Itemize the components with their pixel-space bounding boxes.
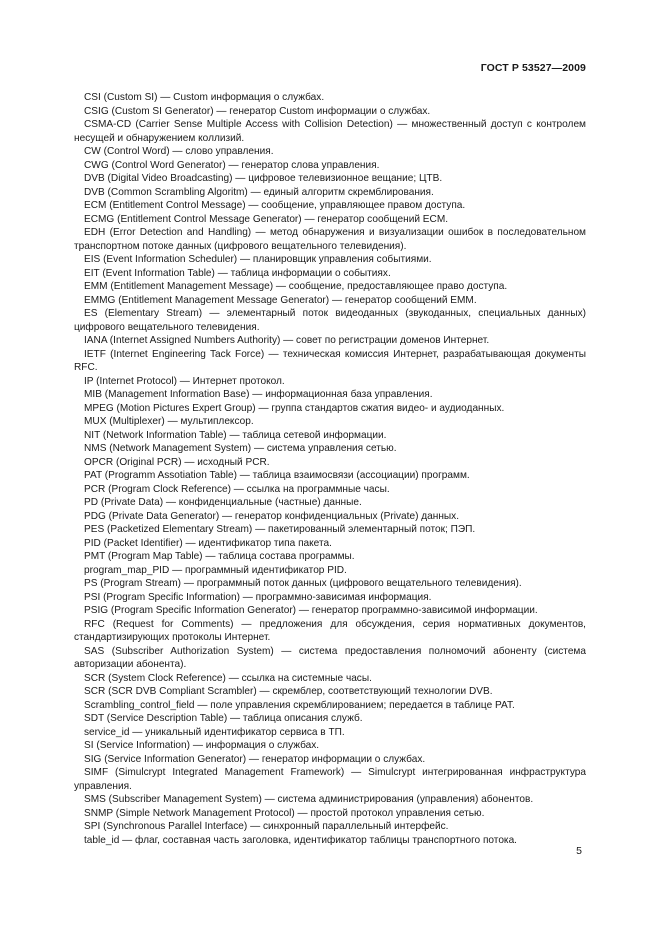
- abbreviation-entry: PMT (Program Map Table) — таблица состава программы.: [84, 551, 355, 562]
- abbreviation-entry: IANA (Internet Assigned Numbers Authority) — совет по регистрации доменов Интернет.: [84, 335, 490, 346]
- abbreviation-entry: EIT (Event Information Table) — таблица информации о событиях.: [84, 267, 391, 279]
- abbreviation-entry: PCR (Program Clock Reference) — ссылка на программные часы.: [84, 483, 390, 495]
- abbreviation-entry: NIT (Network Information Table) — таблица сетевой информации.: [84, 429, 387, 441]
- abbreviation-entry: ES (Elementary Stream) — элементарный поток видеоданных (звукоданных, специальных данных) цифрового вещательного телевидения.: [74, 308, 586, 333]
- abbreviation-entry: PD (Private Data) — конфиденциальные (частные) данные.: [84, 497, 362, 508]
- abbreviation-entry: MPEG (Motion Pictures Expert Group) — группа стандартов сжатия видео- и аудиоданных.: [84, 402, 505, 414]
- abbreviation-entry: DVB (Digital Video Broadcasting) — цифровое телевизионное вещание; ЦТВ.: [84, 173, 443, 184]
- abbreviation-entry: NMS (Network Management System) — система управления сетью.: [84, 443, 397, 454]
- abbreviation-entry: PSI (Program Specific Information) — программно-зависимая информация.: [84, 591, 432, 603]
- document-header: ГОСТ Р 53527—2009: [480, 62, 586, 74]
- abbreviation-entry: CWG (Control Word Generator) — генератор слова управления.: [84, 159, 380, 171]
- abbreviation-entry: PS (Program Stream) — программный поток данных (цифрового вещательного телевидения).: [84, 578, 522, 589]
- abbreviation-entry: CSIG (Custom SI Generator) — генератор Custom информации о службах.: [84, 105, 431, 117]
- abbreviation-entry: DVB (Common Scrambling Algoritm) — единый алгоритм скремблирования.: [84, 186, 434, 198]
- abbreviation-entry: Scrambling_control_field — поле управления скремблированием; передается в таблице PAT.: [84, 699, 515, 711]
- abbreviation-entry: PES (Packetized Elementary Stream) — пакетированный элементарный поток; ПЭП.: [84, 524, 476, 535]
- abbreviation-entry: MIB (Management Information Base) — информационная база управления.: [84, 389, 433, 400]
- abbreviation-entry: PSIG (Program Specific Information Generator) — генератор программно-зависимой информации.: [84, 605, 538, 616]
- abbreviation-entry: ECMG (Entitlement Control Message Generator) — генератор сообщений ECM.: [84, 213, 449, 225]
- abbreviation-entry: CW (Control Word) — слово управления.: [84, 146, 274, 157]
- abbreviation-entry: ECM (Entitlement Control Message) — сообщение, управляющее правом доступа.: [84, 200, 466, 211]
- abbreviation-entry: MUX (Multiplexer) — мультиплексор.: [84, 416, 254, 427]
- abbreviation-entry: CSI (Custom SI) — Custom информация о службах.: [84, 92, 325, 103]
- abbreviation-entry: SAS (Subscriber Authorization System) — система предоставления полномочий абоненту (система авторизации абонента).: [74, 645, 586, 670]
- abbreviation-entry: PAT (Programm Assotiation Table) — таблица взаимосвязи (ассоциации) программ.: [84, 470, 470, 481]
- abbreviation-entry: IETF (Internet Engineering Tack Force) — техническая комиссия Интернет, разрабатывающая документы RFC.: [74, 348, 586, 373]
- abbreviation-entry: EDH (Error Detection and Handling) — метод обнаружения и визуализации ошибок в последовательном транспортном потоке данных (цифрового вещательного телевидения).: [74, 227, 586, 252]
- abbreviation-entry: SI (Service Information) — информация о службах.: [84, 740, 320, 751]
- abbreviation-entry: PID (Packet Identifier) — идентификатор типа пакета.: [84, 537, 332, 549]
- abbreviation-entry: PDG (Private Data Generator) — генератор конфиденциальных (Private) данных.: [84, 510, 460, 522]
- abbreviations-list: [74, 91, 586, 847]
- abbreviation-entry: SIG (Service Information Generator) — генератор информации о службах.: [84, 753, 426, 765]
- abbreviation-entry: IP (Internet Protocol) — Интернет протокол.: [84, 375, 285, 387]
- abbreviation-entry: service_id — уникальный идентификатор сервиса в ТП.: [84, 726, 345, 738]
- abbreviation-entry: SNMP (Simple Network Management Protocol) — простой протокол управления сетью.: [84, 807, 485, 819]
- page-number: 5: [576, 845, 582, 857]
- abbreviation-entry: CSMA-CD (Carrier Sense Multiple Access with Collision Detection) — множественный доступ с контролем несущей и обнаружением коллизий.: [74, 119, 586, 144]
- abbreviation-entry: EMMG (Entitlement Management Message Generator) — генератор сообщений EMM.: [84, 294, 477, 306]
- abbreviation-entry: program_map_PID — программный идентификатор PID.: [84, 564, 347, 576]
- abbreviation-entry: SDT (Service Description Table) — таблица описания служб.: [84, 713, 363, 724]
- abbreviation-entry: RFC (Request for Comments) — предложения для обсуждения, серия нормативных документов, стандартизирующих протоколы Интернет.: [74, 618, 586, 643]
- abbreviation-entry: table_id — флаг, составная часть заголовка, идентификатор таблицы транспортного потока.: [84, 834, 517, 846]
- abbreviation-entry: SCR (System Clock Reference) — ссылка на системные часы.: [84, 672, 372, 684]
- abbreviation-entry: SMS (Subscriber Management System) — система администрирования (управления) абонентов.: [84, 794, 534, 805]
- abbreviation-entry: SPI (Synchronous Parallel Interface) — синхронный параллельный интерфейс.: [84, 821, 449, 832]
- abbreviation-entry: SIMF (Simulcrypt Integrated Management Framework) — Simulcrypt интегрированная инфраструктура управления.: [74, 767, 586, 792]
- abbreviation-entry: EMM (Entitlement Management Message) — сообщение, предоставляющее право доступа.: [84, 281, 508, 292]
- abbreviation-entry: EIS (Event Information Scheduler) — планировщик управления событиями.: [84, 254, 432, 265]
- abbreviation-entry: SCR (SCR DVB Compliant Scrambler) — скремблер, соответствующий технологии DVB.: [84, 686, 493, 697]
- abbreviation-entry: OPCR (Original PCR) — исходный PCR.: [84, 456, 270, 468]
